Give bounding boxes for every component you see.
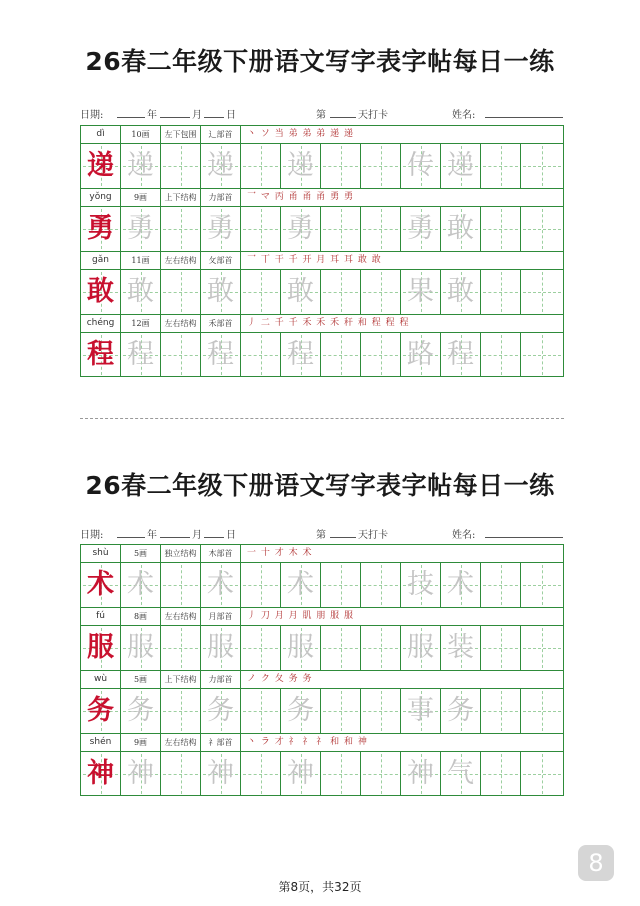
radical-label: 攵部首 [201,252,241,269]
name-label: 姓名: [452,530,476,541]
writing-cell[interactable] [241,270,281,314]
page-title: 26春二年级下册语文写字表字帖每日一练 [85,47,555,76]
writing-cell[interactable] [361,144,401,188]
trace-char: 服 [127,632,154,663]
day-no-label: 第 [316,530,326,541]
writing-cell[interactable] [281,752,321,796]
trace-char: 敢 [287,276,314,307]
trace-char: 神 [287,758,314,789]
writing-cell[interactable] [81,333,121,377]
trace-char: 勇 [207,213,234,244]
writing-cell[interactable] [81,626,121,670]
writing-cell[interactable] [481,752,521,796]
stroke-count: 9画 [121,734,161,751]
word-char: 递 [447,150,474,181]
trace-char: 术 [207,569,234,600]
writing-cell[interactable] [121,270,161,314]
char-info-row [81,734,563,752]
structure-label: 上下结构 [161,671,201,688]
writing-cell[interactable] [521,689,563,733]
radical-label: 力部首 [201,189,241,206]
stroke-order: 丿 刀 月 月 肌 朋 服 服 [247,611,355,621]
char-info-row [81,252,563,270]
checkin-label: 天打卡 [358,530,388,541]
writing-cell[interactable] [281,207,321,251]
stroke-order: 丶 ソ 当 弟 弟 弟 递 递 [247,129,355,139]
writing-cell[interactable] [161,207,201,251]
word-char: 服 [407,632,434,663]
radical-label: 礻部首 [201,734,241,751]
radical-label: 木部首 [201,545,241,562]
pinyin-label: fú [81,608,121,625]
practice-grid [80,125,564,377]
pinyin-label: yǒng [81,189,121,206]
writing-cell[interactable] [241,144,281,188]
name-label: 姓名: [452,110,476,121]
writing-cell[interactable] [161,752,201,796]
writing-cell[interactable] [201,144,241,188]
writing-cell[interactable] [361,563,401,607]
writing-cell[interactable] [201,270,241,314]
day-no-blank[interactable] [330,526,356,538]
writing-cell[interactable] [201,689,241,733]
writing-cell[interactable] [81,689,121,733]
page-title: 26春二年级下册语文写字表字帖每日一练 [85,471,555,500]
writing-cell[interactable] [81,144,121,188]
word-char: 装 [447,632,474,663]
word-char: 术 [447,569,474,600]
writing-cell[interactable] [481,144,521,188]
stroke-count: 9画 [121,189,161,206]
trace-char: 神 [207,758,234,789]
writing-cell[interactable] [81,752,121,796]
writing-cell[interactable] [321,689,361,733]
practice-grid [80,544,564,796]
writing-row [81,270,563,315]
writing-row [81,689,563,734]
stroke-count: 10画 [121,126,161,143]
char-info-row [81,126,563,144]
trace-char: 递 [127,150,154,181]
writing-cell[interactable] [121,333,161,377]
writing-cell[interactable] [321,270,361,314]
model-char: 敢 [87,276,114,307]
writing-cell[interactable] [441,626,481,670]
section-divider [80,418,564,419]
writing-cell[interactable] [441,752,481,796]
trace-char: 务 [207,695,234,726]
stroke-order: 丿 二 千 千 禾 禾 禾 秆 和 程 程 程 [247,318,410,328]
pinyin-label: dì [81,126,121,143]
radical-label: 月部首 [201,608,241,625]
page-number-badge: 8 [578,845,614,881]
radical-label: 力部首 [201,671,241,688]
day-label: 日 [226,530,236,541]
day-blank[interactable] [204,106,224,118]
writing-cell[interactable] [521,752,563,796]
model-char: 递 [87,150,114,181]
stroke-order: 一 十 才 木 术 [247,548,313,558]
structure-label: 左右结构 [161,734,201,751]
pinyin-label: chéng [81,315,121,332]
trace-char: 术 [127,569,154,600]
name-blank[interactable] [485,106,563,118]
writing-cell[interactable] [81,563,121,607]
writing-cell[interactable] [441,689,481,733]
meta-line [80,106,564,122]
trace-char: 服 [207,632,234,663]
writing-cell[interactable] [81,270,121,314]
writing-cell[interactable] [401,207,441,251]
writing-cell[interactable] [281,563,321,607]
writing-cell[interactable] [521,333,563,377]
writing-cell[interactable] [441,563,481,607]
stroke-order: 乛 マ 丙 甬 甬 甬 勇 勇 [247,192,355,202]
writing-cell[interactable] [81,207,121,251]
writing-cell[interactable] [521,270,563,314]
writing-cell[interactable] [161,626,201,670]
stroke-count: 8画 [121,608,161,625]
writing-row [81,626,563,671]
writing-cell[interactable] [161,333,201,377]
writing-cell[interactable] [401,563,441,607]
writing-cell[interactable] [401,144,441,188]
month-label: 月 [192,110,202,121]
year-blank[interactable] [117,106,145,118]
month-blank[interactable] [160,106,190,118]
writing-cell[interactable] [201,752,241,796]
writing-cell[interactable] [281,333,321,377]
trace-char: 程 [287,339,314,370]
model-char: 勇 [87,213,114,244]
pinyin-label: gǎn [81,252,121,269]
writing-cell[interactable] [201,626,241,670]
writing-cell[interactable] [521,626,563,670]
writing-cell[interactable] [121,689,161,733]
writing-cell[interactable] [361,207,401,251]
writing-cell[interactable] [161,270,201,314]
day-no-label: 第 [316,110,326,121]
writing-cell[interactable] [121,144,161,188]
date-label: 日期: [80,530,104,541]
structure-label: 左下包围 [161,126,201,143]
trace-char: 敢 [207,276,234,307]
trace-char: 术 [287,569,314,600]
word-char: 果 [407,276,434,307]
writing-row [81,144,563,189]
word-char: 务 [447,695,474,726]
writing-cell[interactable] [241,563,281,607]
word-char: 敢 [447,213,474,244]
writing-cell[interactable] [361,333,401,377]
structure-label: 上下结构 [161,189,201,206]
writing-cell[interactable] [361,689,401,733]
writing-cell[interactable] [241,752,281,796]
stroke-count: 5画 [121,671,161,688]
year-blank[interactable] [117,526,145,538]
stroke-count: 5画 [121,545,161,562]
checkin-label: 天打卡 [358,110,388,121]
page-footer: 第8页，共32页 [278,880,362,894]
word-char: 技 [407,569,434,600]
trace-char: 务 [287,695,314,726]
writing-cell[interactable] [321,626,361,670]
name-blank[interactable] [485,526,563,538]
trace-char: 递 [207,150,234,181]
trace-char: 程 [207,339,234,370]
writing-cell[interactable] [521,207,563,251]
date-label: 日期: [80,110,104,121]
writing-cell[interactable] [121,563,161,607]
char-info-row [81,189,563,207]
writing-cell[interactable] [201,207,241,251]
writing-row [81,333,563,378]
word-char: 事 [407,695,434,726]
structure-label: 独立结构 [161,545,201,562]
writing-cell[interactable] [441,270,481,314]
writing-cell[interactable] [521,144,563,188]
trace-char: 神 [127,758,154,789]
stroke-order: 乛 丅 干 千 开 月 耳 耳 敢 敢 [247,255,382,265]
writing-cell[interactable] [241,626,281,670]
writing-row [81,563,563,608]
writing-cell[interactable] [481,689,521,733]
trace-char: 递 [287,150,314,181]
model-char: 神 [87,758,114,789]
writing-cell[interactable] [281,270,321,314]
structure-label: 左右结构 [161,315,201,332]
writing-cell[interactable] [121,207,161,251]
writing-cell[interactable] [321,207,361,251]
trace-char: 勇 [287,213,314,244]
writing-cell[interactable] [241,333,281,377]
char-info-row [81,608,563,626]
pinyin-label: shén [81,734,121,751]
writing-cell[interactable] [241,689,281,733]
char-info-row [81,545,563,563]
month-label: 月 [192,530,202,541]
writing-cell[interactable] [281,626,321,670]
pinyin-label: shù [81,545,121,562]
writing-cell[interactable] [161,689,201,733]
trace-char: 程 [127,339,154,370]
day-blank[interactable] [204,526,224,538]
writing-cell[interactable] [121,752,161,796]
writing-cell[interactable] [161,144,201,188]
char-info-row [81,671,563,689]
trace-char: 敢 [127,276,154,307]
day-label: 日 [226,110,236,121]
word-char: 气 [447,758,474,789]
writing-cell[interactable] [281,144,321,188]
writing-cell[interactable] [361,626,401,670]
writing-cell[interactable] [481,333,521,377]
writing-cell[interactable] [201,563,241,607]
stroke-count: 11画 [121,252,161,269]
day-no-blank[interactable] [330,106,356,118]
writing-cell[interactable] [481,563,521,607]
writing-cell[interactable] [361,270,401,314]
model-char: 服 [87,632,114,663]
pinyin-label: wù [81,671,121,688]
meta-line [80,526,564,542]
writing-cell[interactable] [401,333,441,377]
writing-cell[interactable] [441,207,481,251]
char-info-row [81,315,563,333]
structure-label: 左右结构 [161,252,201,269]
writing-cell[interactable] [481,270,521,314]
trace-char: 服 [287,632,314,663]
writing-cell[interactable] [361,752,401,796]
writing-cell[interactable] [241,207,281,251]
writing-cell[interactable] [321,144,361,188]
model-char: 程 [87,339,114,370]
writing-cell[interactable] [401,752,441,796]
writing-cell[interactable] [441,144,481,188]
model-char: 务 [87,695,114,726]
word-char: 敢 [447,276,474,307]
writing-cell[interactable] [321,563,361,607]
writing-cell[interactable] [401,270,441,314]
stroke-order: 丶 ラ 才 礻 礻 礻 和 和 神 [247,737,368,747]
writing-cell[interactable] [401,626,441,670]
radical-label: 禾部首 [201,315,241,332]
word-char: 勇 [407,213,434,244]
writing-cell[interactable] [481,626,521,670]
writing-cell[interactable] [521,563,563,607]
stroke-count: 12画 [121,315,161,332]
writing-row [81,752,563,797]
year-label: 年 [147,110,157,121]
writing-row [81,207,563,252]
trace-char: 勇 [127,213,154,244]
writing-cell[interactable] [481,207,521,251]
writing-cell[interactable] [281,689,321,733]
model-char: 术 [87,569,114,600]
writing-cell[interactable] [121,626,161,670]
writing-cell[interactable] [201,333,241,377]
writing-cell[interactable] [321,333,361,377]
word-char: 神 [407,758,434,789]
word-char: 路 [407,339,434,370]
writing-cell[interactable] [401,689,441,733]
word-char: 传 [407,150,434,181]
trace-char: 务 [127,695,154,726]
writing-cell[interactable] [161,563,201,607]
month-blank[interactable] [160,526,190,538]
structure-label: 左右结构 [161,608,201,625]
word-char: 程 [447,339,474,370]
year-label: 年 [147,530,157,541]
radical-label: 辶部首 [201,126,241,143]
stroke-order: ノ ク 夂 务 务 [247,674,313,684]
writing-cell[interactable] [321,752,361,796]
writing-cell[interactable] [441,333,481,377]
